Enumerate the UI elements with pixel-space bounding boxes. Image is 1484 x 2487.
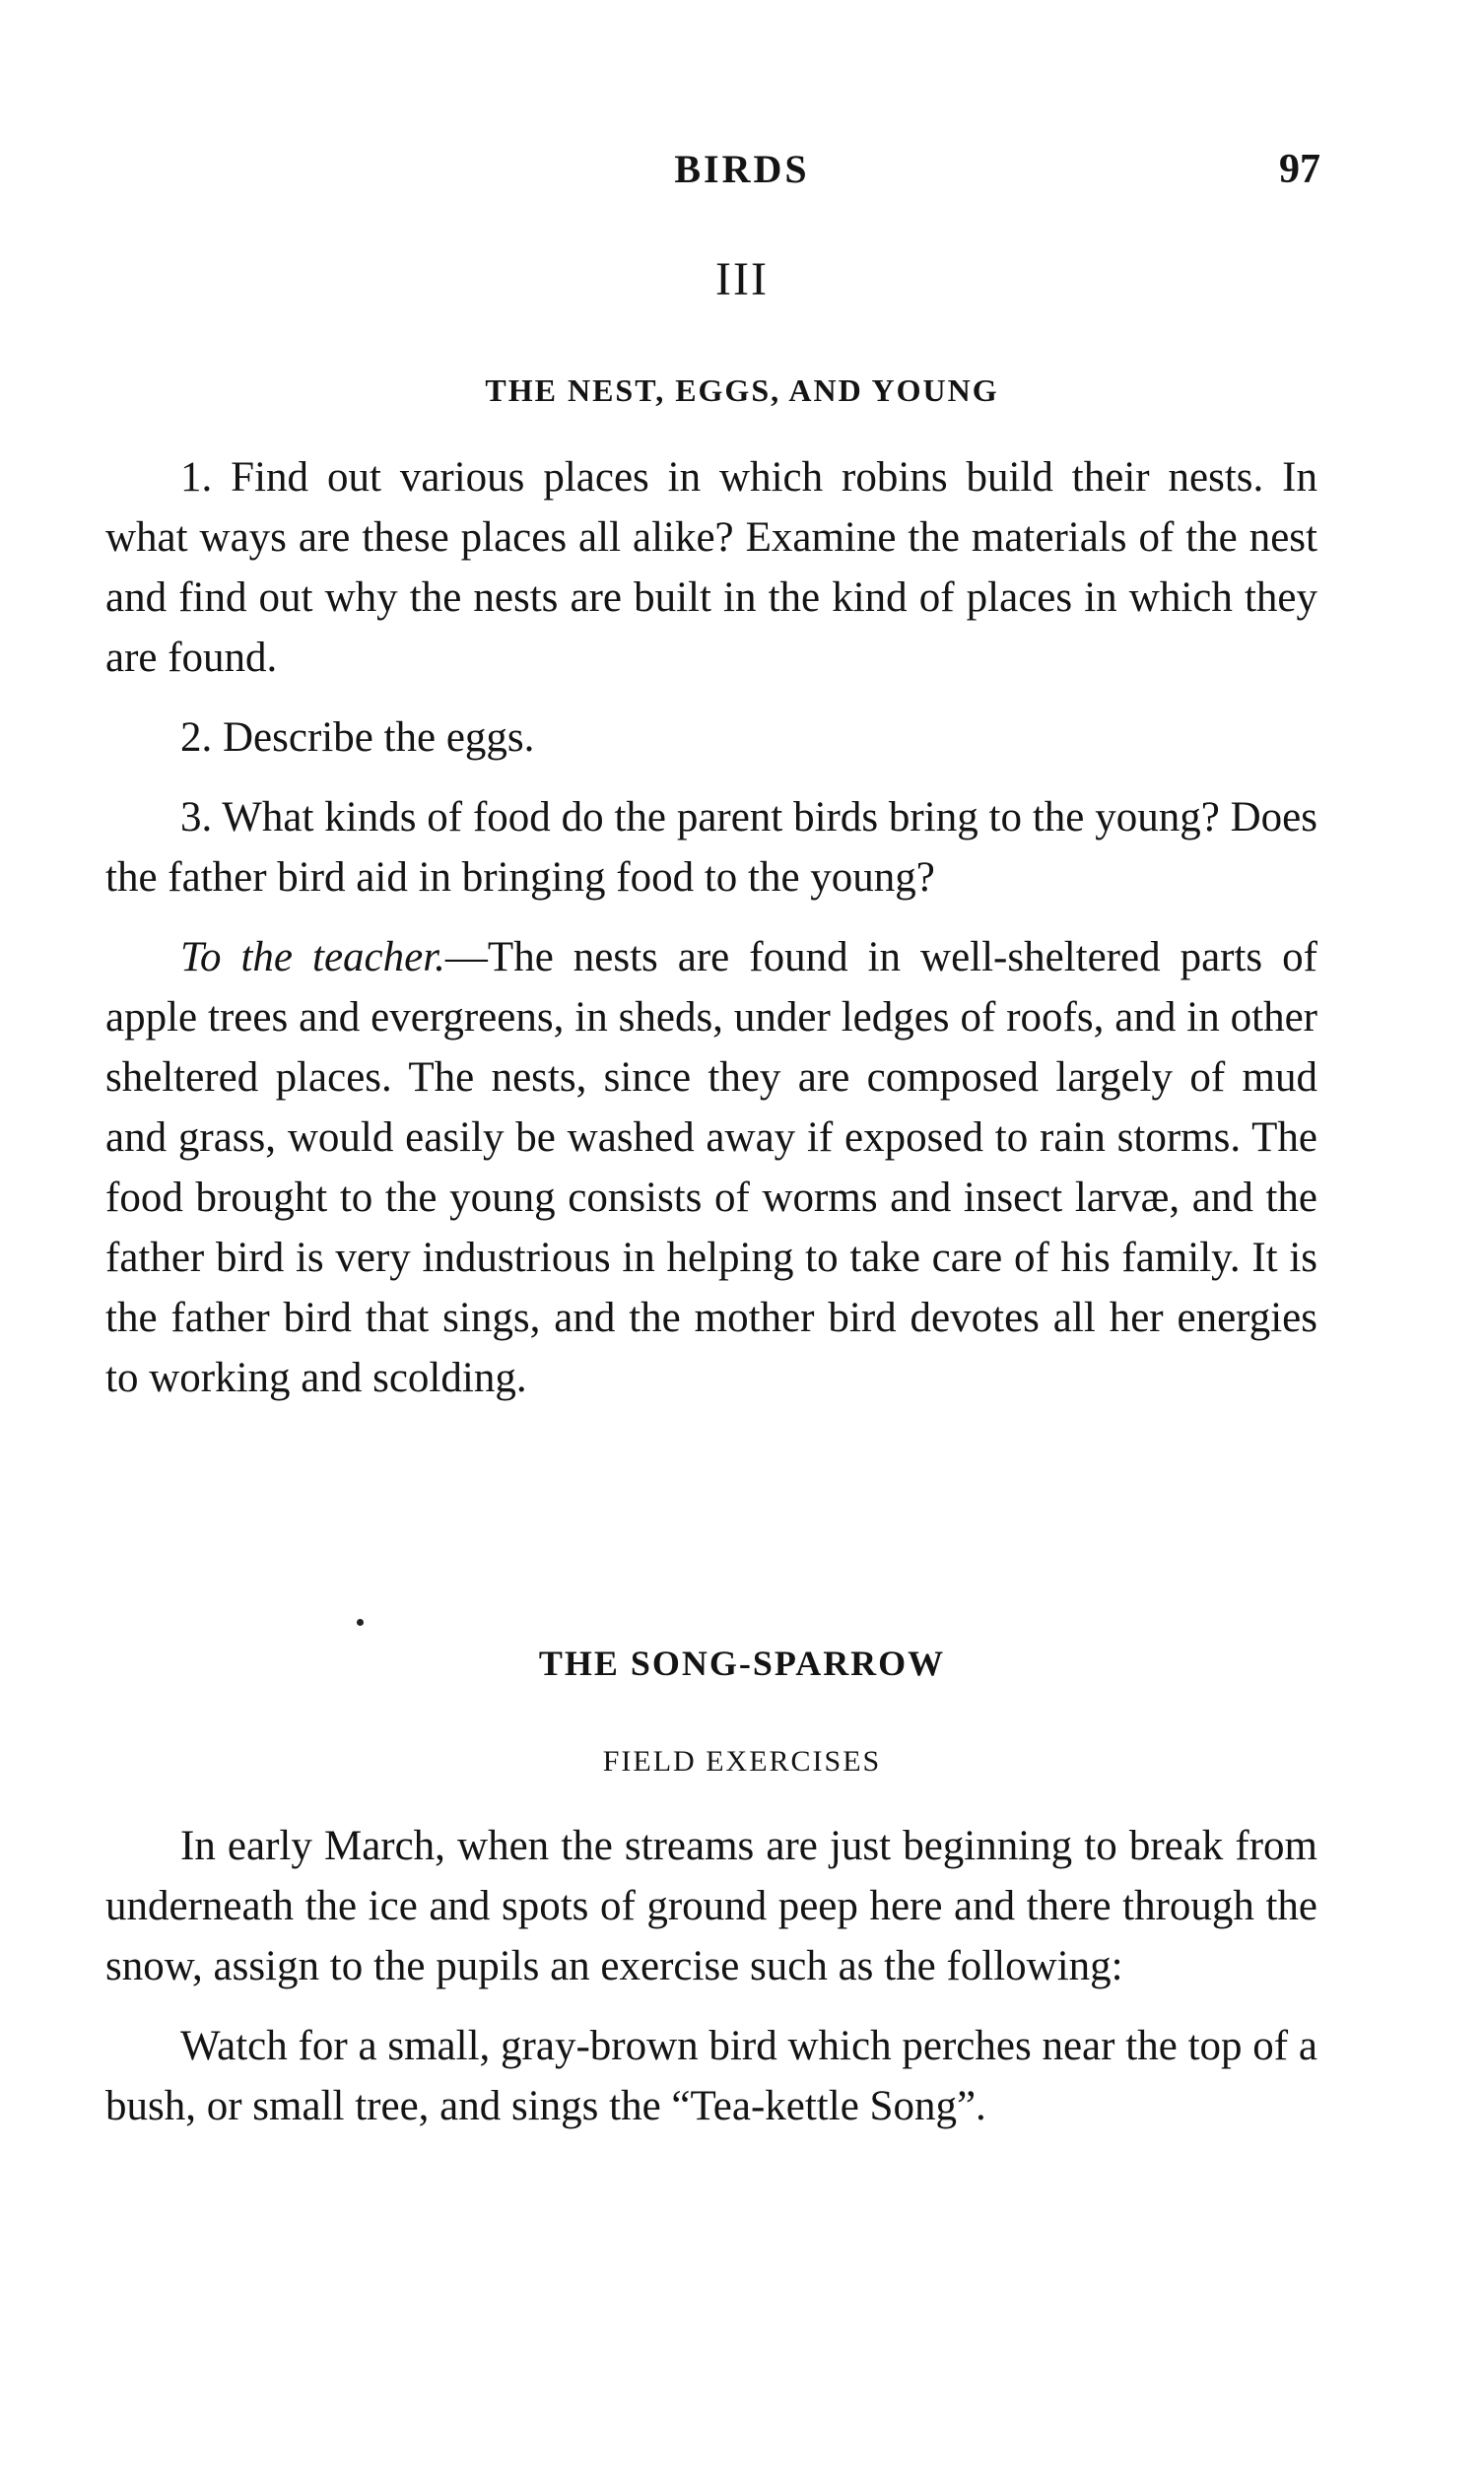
teacher-note-text: —The nests are found in well-sheltered parts of apple trees and evergreens, in sheds, under ledges of roofs, and in other sheltered places. The nests, since they are composed largely of mud and grass, would easily be washed away if exposed to rain storms. The food brought to the young consists of worms and insect larvæ, and the father bird is very industrious in helping to take care of his family. It is the father bird that sings, and the mother bird devotes all her energies to working and scolding. [105, 934, 1317, 1401]
running-title: BIRDS [674, 147, 810, 191]
question-1: 1. Find out various places in which robins build their nests. In what ways are these places all alike? Examine the materials of the nest and find out why the nests are built in the kind of places in which they are found. [105, 454, 1317, 681]
stray-mark [357, 1619, 364, 1626]
teacher-note [105, 927, 1317, 1408]
page-number: 97 [1279, 147, 1320, 192]
song-sparrow-body [105, 1816, 1317, 2136]
field-exercises-subtitle: FIELD EXERCISES [602, 1745, 882, 1778]
song-sparrow-paragraph-1: In early March, when the streams are just beginning to break from underneath the ice and spots of ground peep here and there through the snow, assign to the pupils an exercise such as the following: [105, 1823, 1317, 1989]
section-number: III [715, 253, 769, 305]
teacher-label: To the teacher. [180, 934, 445, 980]
song-sparrow-paragraph-2: Watch for a small, gray-brown bird which perches near the top of a bush, or small tree, and sings the “Tea-kettle Song”. [105, 2023, 1317, 2129]
section-title: THE NEST, EGGS, AND YOUNG [485, 372, 999, 408]
running-head [0, 146, 1484, 193]
question-2: 2. Describe the eggs. [180, 714, 535, 761]
questions-block [105, 447, 1317, 1408]
song-sparrow-title: THE SONG-SPARROW [538, 1644, 946, 1683]
question-3: 3. What kinds of food do the parent birds bring to the young? Does the father bird aid in bringing food to the young? [105, 794, 1317, 901]
